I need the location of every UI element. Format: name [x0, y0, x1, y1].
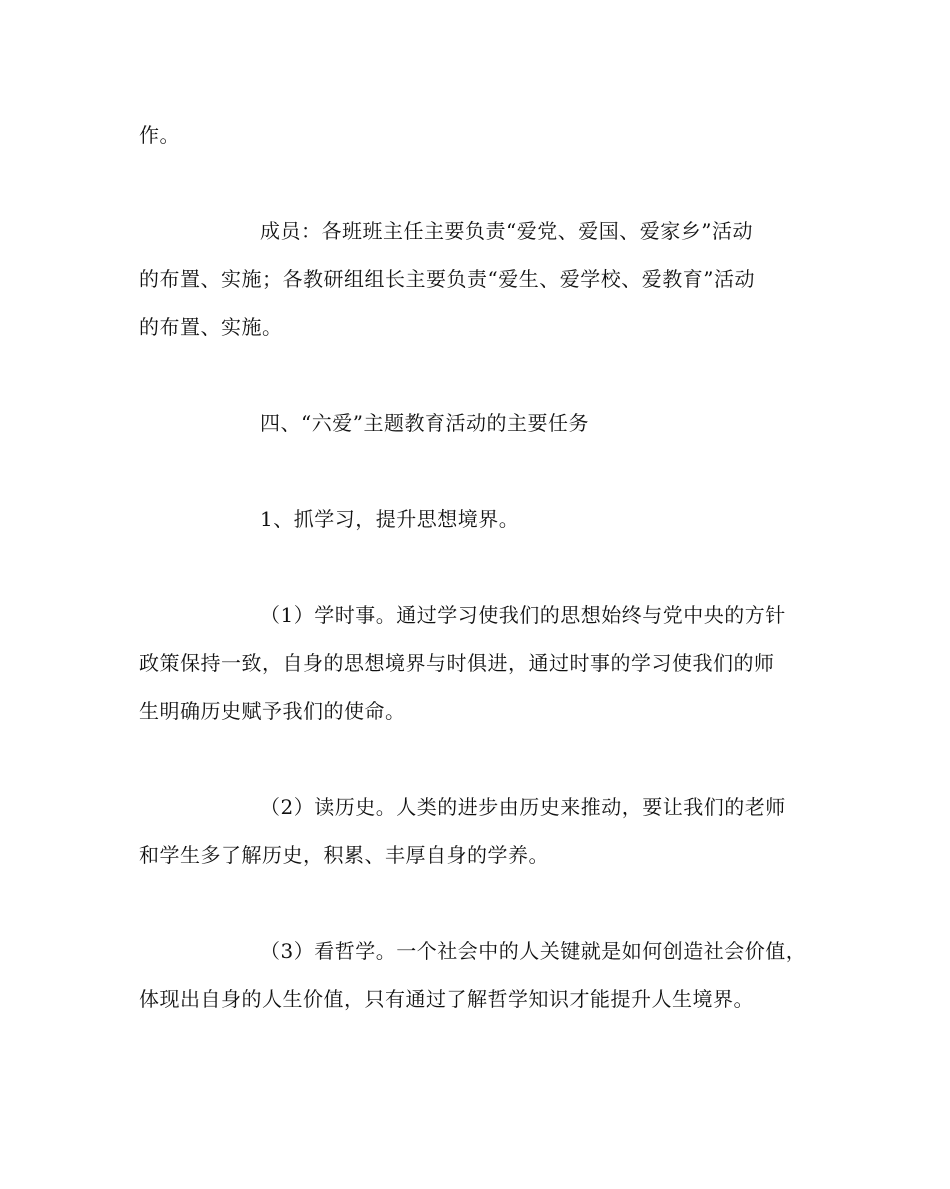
paragraph-continuation: 作。 — [139, 123, 180, 147]
item-1-line-3: 生明确历史赋予我们的使命。 — [139, 699, 406, 723]
section-heading: 四、“六爱”主题教育活动的主要任务 — [260, 411, 589, 435]
item-2-line-2: 和学生多了解历史，积累、丰厚自身的学养。 — [139, 843, 549, 867]
item-2-line-1: （2）读历史。人类的进步由历史来推动，要让我们的老师 — [260, 795, 786, 819]
item-3-line-1: （3）看哲学。一个社会中的人关键就是如何创造社会价值， — [260, 939, 807, 963]
subsection-heading: 1、抓学习，提升思想境界。 — [260, 507, 520, 531]
paragraph-members-line-3: 的布置、实施。 — [139, 315, 283, 339]
paragraph-members-line-2: 的布置、实施；各教研组组长主要负责“爱生、爱学校、爱教育”活动 — [139, 267, 755, 291]
item-1-line-2: 政策保持一致，自身的思想境界与时俱进，通过时事的学习使我们的师 — [139, 651, 775, 675]
item-1-line-1: （1）学时事。通过学习使我们的思想始终与党中央的方针 — [260, 603, 786, 627]
paragraph-members-line-1: 成员：各班班主任主要负责“爱党、爱国、爱家乡”活动 — [260, 219, 753, 243]
item-3-line-2: 体现出自身的人生价值，只有通过了解哲学知识才能提升人生境界。 — [139, 987, 754, 1011]
